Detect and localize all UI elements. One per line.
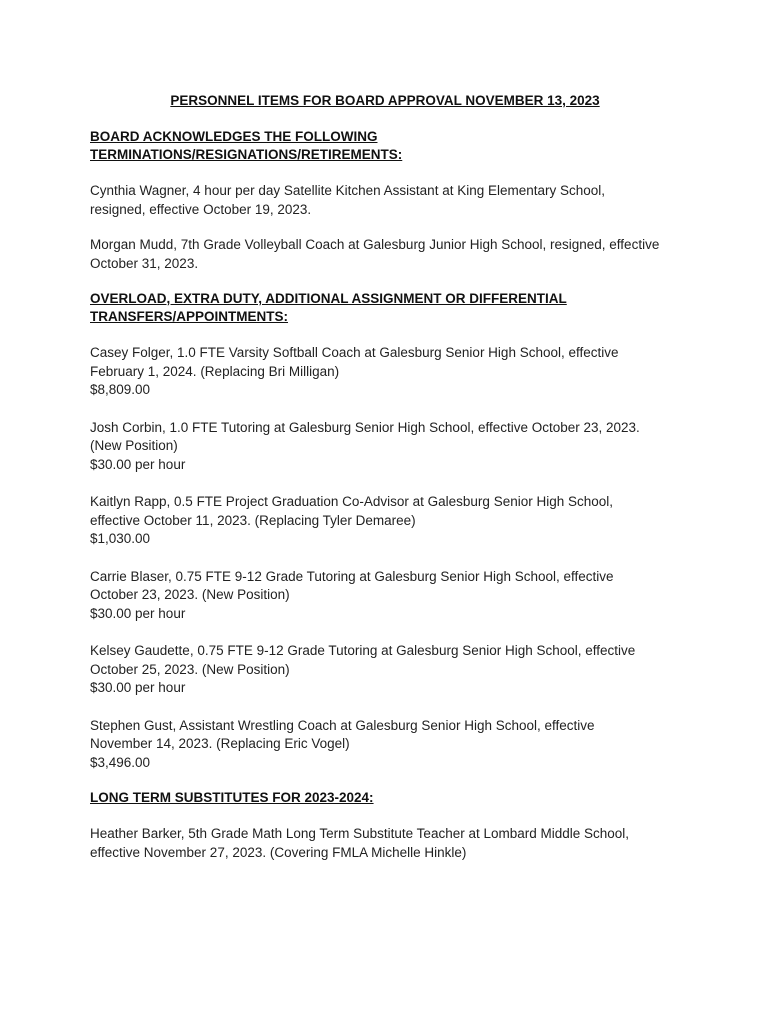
entry-amount: $3,496.00: [90, 754, 151, 770]
entry-amount: $30.00 per hour: [90, 456, 186, 472]
personnel-entry: [90, 825, 690, 862]
section: [90, 290, 690, 772]
entry-line: Casey Folger, 1.0 FTE Varsity Softball Coach at Galesburg Senior High School, effective: [90, 345, 619, 360]
entry-line: October 25, 2023. (New Position): [90, 661, 290, 677]
entry-amount: $8,809.00: [90, 382, 151, 397]
personnel-entry: [90, 493, 690, 549]
section: [90, 789, 690, 862]
section-heading: [90, 290, 690, 326]
section-heading-line: LONG TERM SUBSTITUTES FOR 2023-2024:: [90, 790, 374, 805]
entry-line: November 14, 2023. (Replacing Eric Vogel): [90, 736, 350, 751]
personnel-entry: [90, 717, 690, 773]
section-heading-line: OVERLOAD, EXTRA DUTY, ADDITIONAL ASSIGNMENT OR DIFFERENTIAL: [90, 291, 567, 306]
section-heading-line: TERMINATIONS/RESIGNATIONS/RETIREMENTS:: [90, 147, 403, 162]
personnel-entry: [90, 419, 690, 475]
document-page: [90, 92, 690, 879]
section-heading: [90, 128, 690, 164]
entry-line: Kaitlyn Rapp, 0.5 FTE Project Graduation Co-Advisor at Galesburg Senior High School,: [90, 494, 614, 509]
entry-amount: $1,030.00: [90, 531, 151, 546]
section: [90, 128, 690, 273]
personnel-entry: [90, 182, 690, 219]
personnel-entry: [90, 344, 690, 400]
section-heading-line: TRANSFERS/APPOINTMENTS:: [90, 309, 289, 324]
personnel-entry: [90, 642, 690, 698]
entry-amount: $30.00 per hour: [90, 680, 186, 695]
document-title: PERSONNEL ITEMS FOR BOARD APPROVAL NOVEMBER 13, 2023: [170, 93, 600, 108]
entry-line: Heather Barker, 5th Grade Math Long Term Substitute Teacher at Lombard Middle School,: [90, 826, 630, 841]
entry-amount: $30.00 per hour: [90, 605, 186, 621]
entry-line: Josh Corbin, 1.0 FTE Tutoring at Galesburg Senior High School, effective October 23, 2023.: [90, 419, 640, 435]
entry-line: effective November 27, 2023. (Covering FMLA Michelle Hinkle): [90, 844, 467, 860]
entry-line: February 1, 2024. (Replacing Bri Milligan): [90, 363, 340, 379]
entry-line: Kelsey Gaudette, 0.75 FTE 9-12 Grade Tutoring at Galesburg Senior High School, effective: [90, 643, 636, 658]
document-body: [90, 128, 690, 862]
personnel-entry: [90, 236, 690, 273]
entry-line: Stephen Gust, Assistant Wrestling Coach at Galesburg Senior High School, effective: [90, 717, 595, 733]
entry-line: effective October 11, 2023. (Replacing Tyler Demaree): [90, 512, 416, 528]
entry-line: Carrie Blaser, 0.75 FTE 9-12 Grade Tutoring at Galesburg Senior High School, effective: [90, 568, 614, 584]
entry-line: Morgan Mudd, 7th Grade Volleyball Coach at Galesburg Junior High School, resigned, effective: [90, 237, 660, 252]
personnel-entry: [90, 568, 690, 624]
entry-line: resigned, effective October 19, 2023.: [90, 201, 312, 217]
entry-line: (New Position): [90, 438, 178, 453]
entry-line: October 31, 2023.: [90, 255, 199, 271]
entry-line: October 23, 2023. (New Position): [90, 587, 290, 602]
section-heading-line: BOARD ACKNOWLEDGES THE FOLLOWING: [90, 129, 378, 144]
entry-line: Cynthia Wagner, 4 hour per day Satellite Kitchen Assistant at King Elementary School,: [90, 183, 606, 198]
section-heading: [90, 789, 690, 807]
